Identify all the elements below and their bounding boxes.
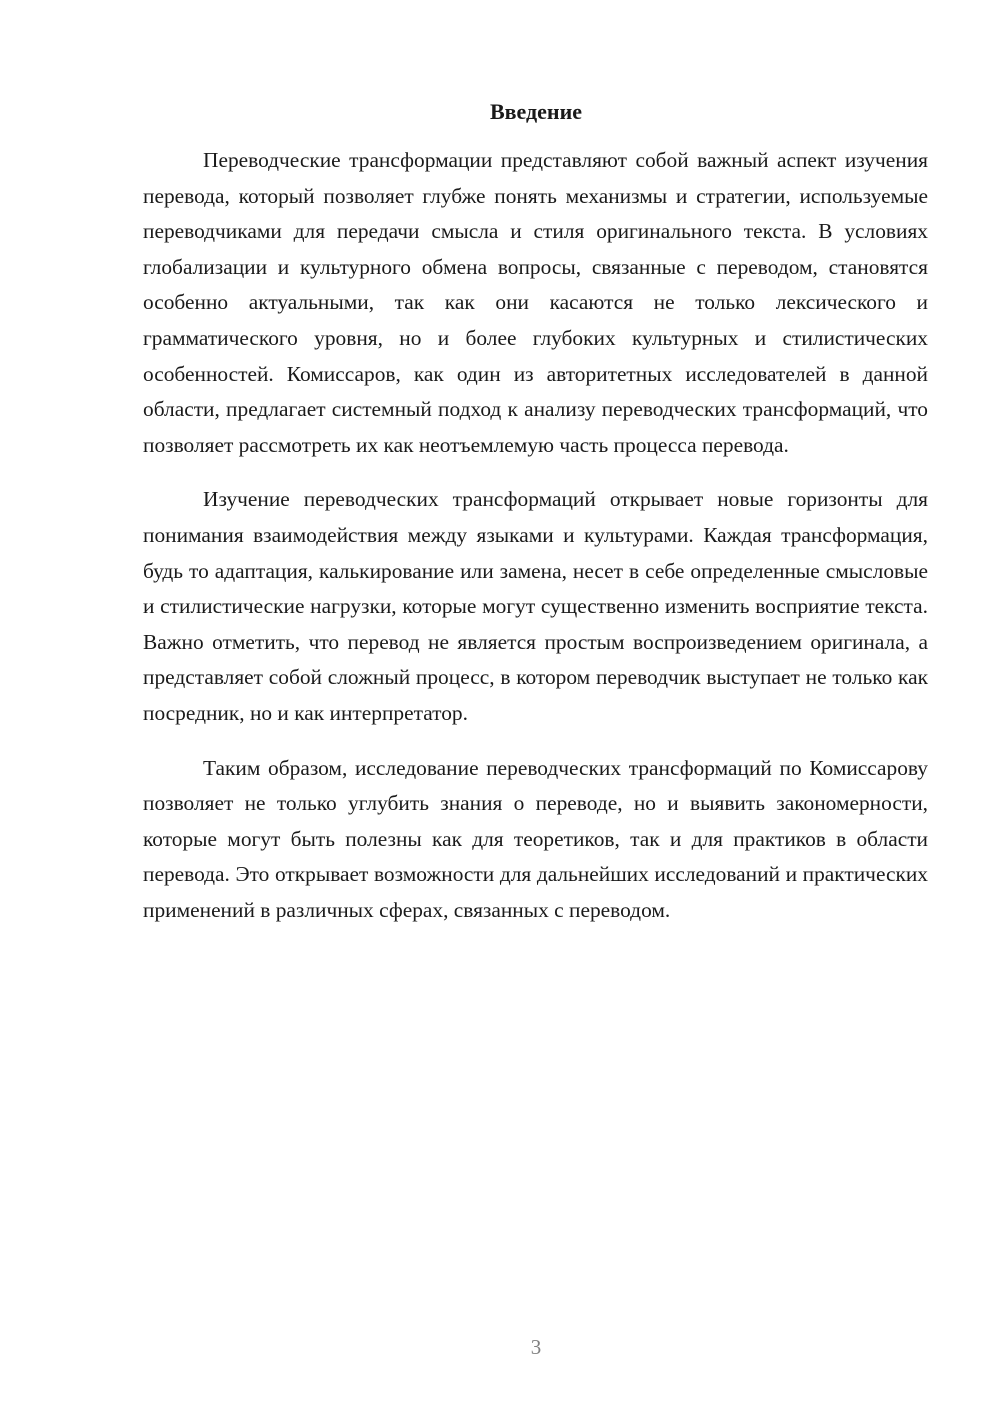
paragraph-3: Таким образом, исследование переводческих трансформаций по Комиссарову позволяет не только углубить знания о переводе, но и выявить закономерности, которые могут быть полезны как для теоретиков, так и для практиков в области перевода. Это открывает возможности для дальнейших исследований и практических применений в различных сферах, связанных с переводом. xyxy=(143,755,928,922)
paragraph-1: Переводческие трансформации представляют собой важный аспект изучения перевода, который позволяет глубже понять механизмы и стратегии, используемые переводчиками для передачи смысла и стиля оригинального текста. В условиях глобализации и культурного обмена вопросы, связанные с переводом, становятся особенно актуальными, так как они касаются не только лексического и грамматического уровня, но и более глубоких культурных и стилистических особенностей. Комиссаров, как один из авторитетных исследователей в данной области, предлагает системный подход к анализу переводческих трансформаций, что позволяет рассмотреть их как неотъемлемую часть процесса перевода. xyxy=(143,148,928,457)
page-number: 3 xyxy=(530,1335,542,1359)
body-text xyxy=(143,143,928,947)
section-heading: Введение xyxy=(489,99,583,124)
paragraph-2: Изучение переводческих трансформаций открывает новые горизонты для понимания взаимодействия между языками и культурами. Каждая трансформация, будь то адаптация, калькирование или замена, несет в себе определенные смысловые и стилистические нагрузки, которые могут существенно изменить восприятие текста. Важно отметить, что перевод не является простым воспроизведением оригинала, а представляет собой сложный процесс, в котором переводчик выступает не только как посредник, но и как интерпретатор. xyxy=(143,487,928,725)
